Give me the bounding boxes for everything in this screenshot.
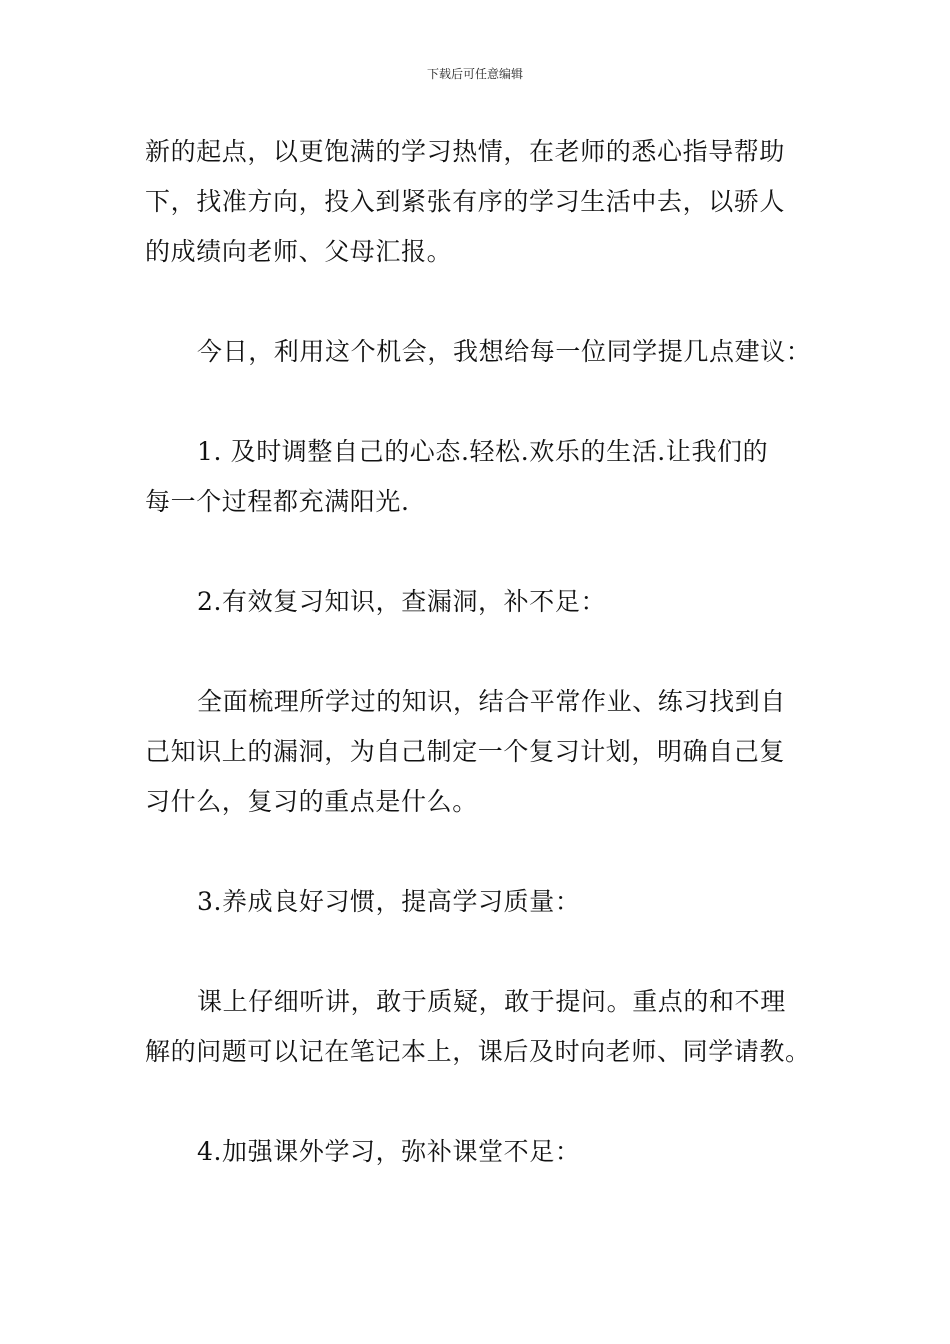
- paragraph-8: [145, 1127, 810, 1177]
- paragraph-line: 4.加强课外学习，弥补课堂不足：: [197, 1137, 581, 1166]
- paragraph-line: 解的问题可以记在笔记本上，课后及时向老师、同学请教。: [145, 1037, 811, 1066]
- paragraph-line: 习什么，复习的重点是什么。: [145, 787, 478, 816]
- paragraph-line: 的成绩向老师、父母汇报。: [145, 237, 453, 266]
- paragraph-line: 新的起点，以更饱满的学习热情，在老师的悉心指导帮助: [145, 137, 786, 166]
- paragraph-6: [145, 877, 810, 927]
- paragraph-line: 全面梳理所学过的知识，结合平常作业、练习找到自: [197, 687, 786, 716]
- paragraph-line: 下，找准方向，投入到紧张有序的学习生活中去，以骄人: [145, 187, 786, 216]
- paragraph-line: 己知识上的漏洞，为自己制定一个复习计划，明确自己复: [145, 737, 786, 766]
- document-body: [145, 127, 810, 1227]
- paragraph-4: [145, 577, 810, 627]
- paragraph-1: [145, 127, 810, 277]
- paragraph-3: [145, 427, 810, 527]
- paragraph-line: 1. 及时调整自己的心态.轻松.欢乐的生活.让我们的: [197, 437, 769, 466]
- paragraph-line: 2.有效复习知识，查漏洞，补不足：: [197, 587, 607, 616]
- paragraph-2: [145, 327, 810, 377]
- paragraph-5: [145, 677, 810, 827]
- paragraph-line: 每一个过程都充满阳光.: [145, 487, 410, 516]
- paragraph-line: 今日，利用这个机会，我想给每一位同学提几点建议：: [197, 337, 812, 366]
- paragraph-line: 课上仔细听讲，敢于质疑，敢于提问。重点的和不理: [197, 987, 786, 1016]
- paragraph-line: 3.养成良好习惯，提高学习质量：: [197, 887, 581, 916]
- page-header: 下载后可任意编辑: [426, 67, 523, 81]
- paragraph-7: [145, 977, 810, 1077]
